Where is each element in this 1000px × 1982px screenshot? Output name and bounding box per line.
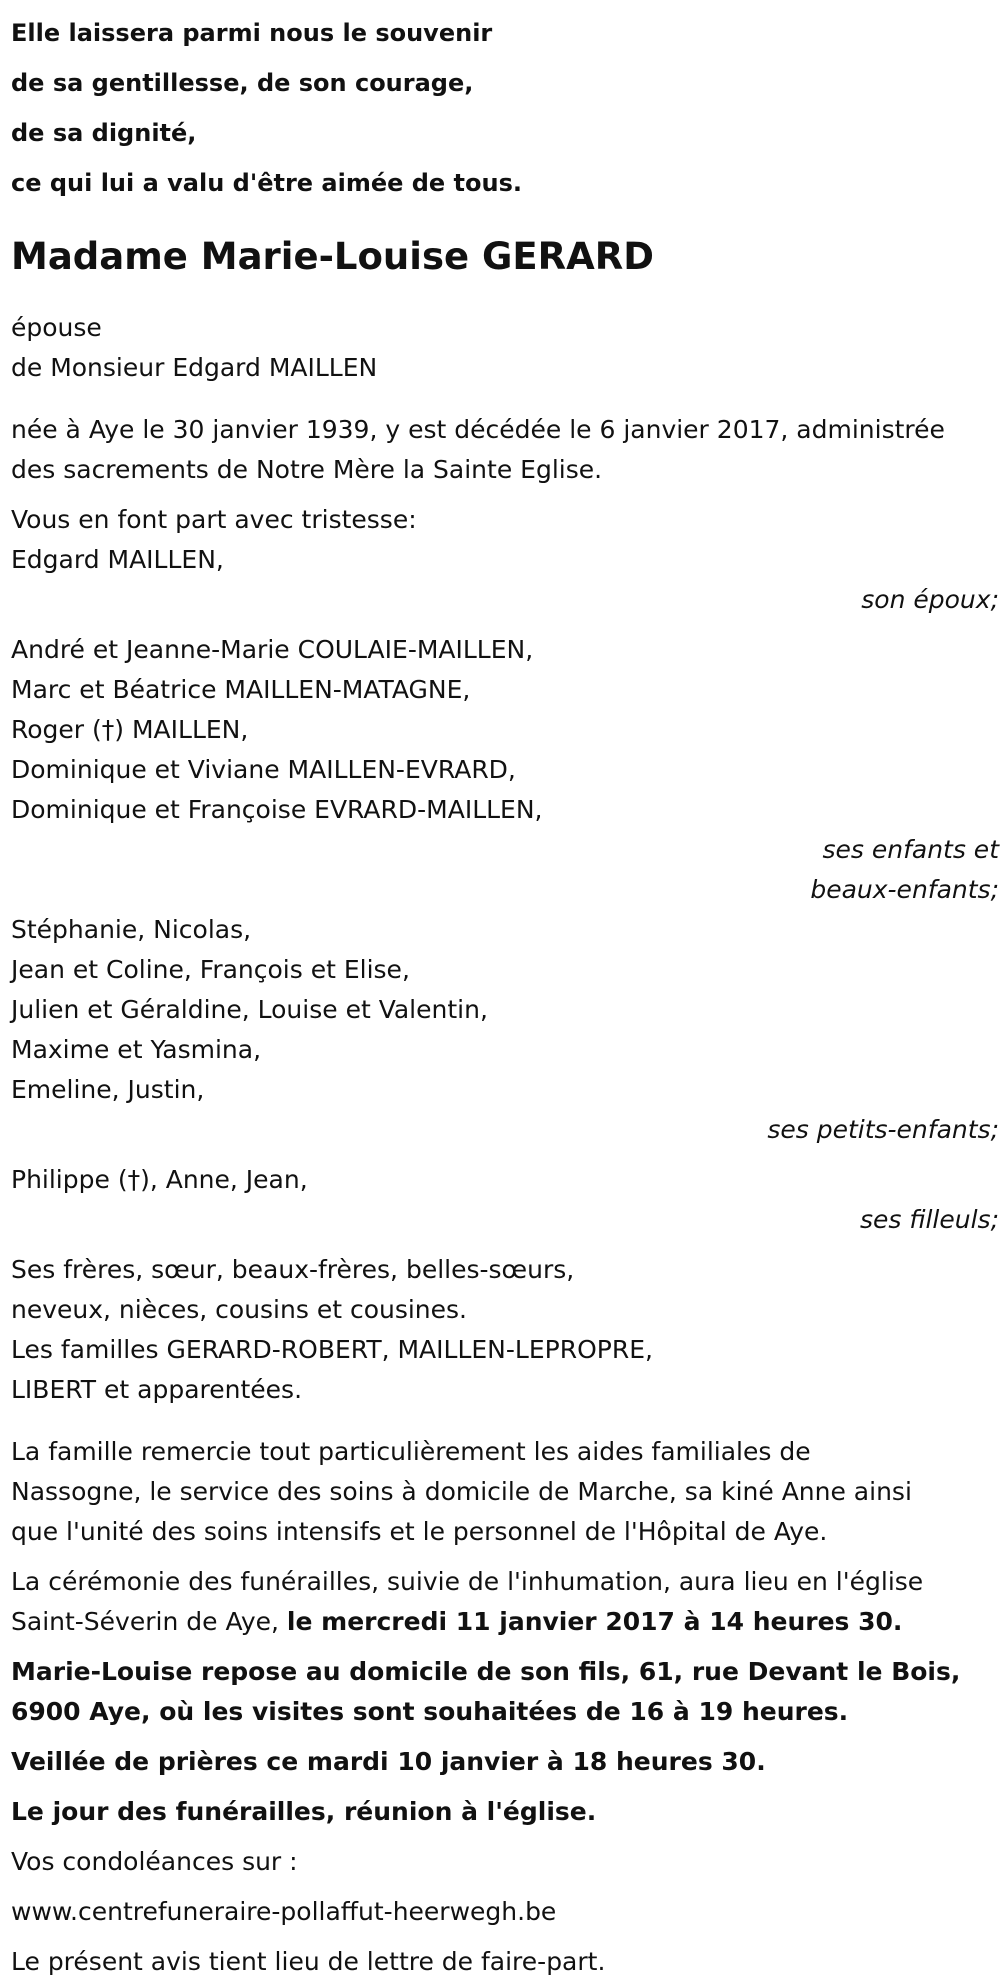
relation-label: ses filleuls; <box>859 1205 999 1234</box>
group-godchildren <box>11 1160 999 1240</box>
relative-name: Maxime et Yasmina, <box>11 1035 262 1064</box>
thanks-line: Nassogne, le service des soins à domicile de Marche, sa kiné Anne ainsi <box>11 1477 912 1506</box>
family-line: Ses frères, sœur, beaux-frères, belles-sœurs, <box>11 1255 575 1284</box>
epigraph <box>11 8 999 208</box>
relative-name: André et Jeanne-Marie COULAIE-MAILLEN, <box>11 635 534 664</box>
relative-name: Edgard MAILLEN, <box>11 545 224 574</box>
group-spouse <box>11 540 999 620</box>
relation-label: ses enfants et <box>822 835 999 864</box>
relation-label: son époux; <box>861 585 999 614</box>
announce-intro: Vous en font part avec tristesse: <box>11 505 417 534</box>
family-line: Les familles GERARD-ROBERT, MAILLEN-LEPROPRE, <box>11 1335 653 1364</box>
ceremony-place: Saint-Séverin de Aye, <box>11 1607 287 1636</box>
spouse-block <box>11 308 999 388</box>
thanks-line: que l'unité des soins intensifs et le personnel de l'Hôpital de Aye. <box>11 1517 828 1546</box>
birth-death-line: des sacrements de Notre Mère la Sainte Eglise. <box>11 455 603 484</box>
deceased-name: Madame Marie-Louise GERARD <box>11 235 654 278</box>
rest-block <box>11 1652 999 1732</box>
spouse-line: de Monsieur Edgard MAILLEN <box>11 353 378 382</box>
vigil-info: Veillée de prières ce mardi 10 janvier à 18 heures 30. <box>11 1747 766 1776</box>
thanks-line: La famille remercie tout particulièrement les aides familiales de <box>11 1437 811 1466</box>
relative-name: Roger (†) MAILLEN, <box>11 715 249 744</box>
birth-death-line: née à Aye le 30 janvier 1939, y est décédée le 6 janvier 2017, administrée <box>11 415 945 444</box>
relative-name: Emeline, Justin, <box>11 1075 205 1104</box>
ceremony-line <box>11 1602 999 1642</box>
epigraph-line: de sa gentillesse, de son courage, <box>11 69 474 97</box>
relative-name: Dominique et Viviane MAILLEN-EVRARD, <box>11 755 516 784</box>
relative-name: Marc et Béatrice MAILLEN-MATAGNE, <box>11 675 471 704</box>
relation-label: ses petits-enfants; <box>767 1115 999 1144</box>
ceremony-line: La cérémonie des funérailles, suivie de l'inhumation, aura lieu en l'église <box>11 1567 924 1596</box>
rest-line: 6900 Aye, où les visites sont souhaitées de 16 à 19 heures. <box>11 1697 849 1726</box>
family-line: LIBERT et apparentées. <box>11 1375 303 1404</box>
meeting-info: Le jour des funérailles, réunion à l'église. <box>11 1797 597 1826</box>
relative-name: Dominique et Françoise EVRARD-MAILLEN, <box>11 795 543 824</box>
epigraph-line: ce qui lui a valu d'être aimée de tous. <box>11 169 523 197</box>
ceremony-date: le mercredi 11 janvier 2017 à 14 heures 30. <box>286 1607 903 1636</box>
relative-name: Philippe (†), Anne, Jean, <box>11 1165 308 1194</box>
relative-name: Jean et Coline, François et Elise, <box>11 955 410 984</box>
condolences-label: Vos condoléances sur : <box>11 1847 298 1876</box>
group-grandchildren <box>11 910 999 1150</box>
relation-label: beaux-enfants; <box>810 875 999 904</box>
birth-death-block <box>11 410 999 490</box>
relative-name: Julien et Géraldine, Louise et Valentin, <box>11 995 488 1024</box>
group-children <box>11 630 999 910</box>
website-link[interactable]: www.centrefuneraire-pollaffut-heerwegh.be <box>11 1897 557 1926</box>
thanks-block <box>11 1432 999 1552</box>
footer-note: Le présent avis tient lieu de lettre de faire-part. <box>11 1947 606 1976</box>
relative-name: Stéphanie, Nicolas, <box>11 915 252 944</box>
rest-line: Marie-Louise repose au domicile de son fils, 61, rue Devant le Bois, <box>11 1657 961 1686</box>
epigraph-line: de sa dignité, <box>11 119 197 147</box>
epigraph-line: Elle laissera parmi nous le souvenir <box>11 19 493 47</box>
family-line: neveux, nièces, cousins et cousines. <box>11 1295 468 1324</box>
ceremony-block <box>11 1562 999 1642</box>
spouse-line: épouse <box>11 313 102 342</box>
extended-family <box>11 1250 999 1410</box>
